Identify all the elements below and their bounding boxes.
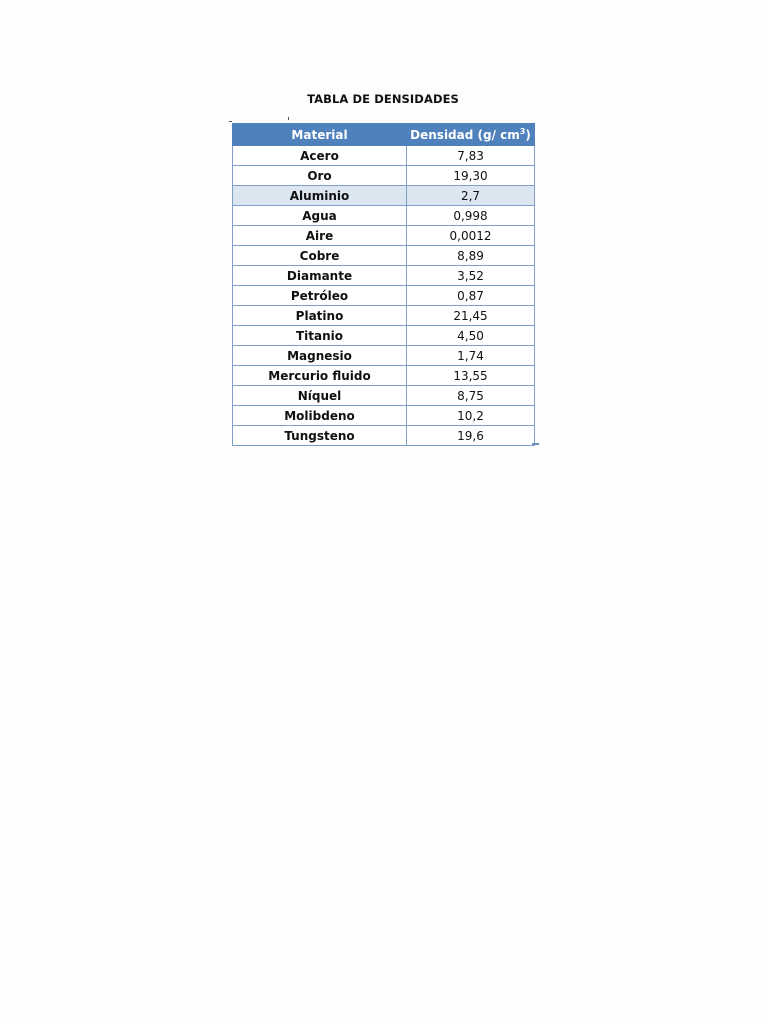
density-cell: 0,998 <box>407 206 535 226</box>
header-material-label: Material <box>291 127 348 142</box>
density-cell: 0,87 <box>407 286 535 306</box>
material-cell: Mercurio fluido <box>233 366 407 386</box>
density-cell: 21,45 <box>407 306 535 326</box>
table-header-row <box>233 124 535 146</box>
corner-mark <box>229 121 232 122</box>
table-row <box>233 306 535 326</box>
density-table <box>232 123 535 446</box>
table-row <box>233 246 535 266</box>
table-row <box>233 346 535 366</box>
density-cell: 8,75 <box>407 386 535 406</box>
header-density-superscript: 3 <box>519 126 526 136</box>
table-row <box>233 366 535 386</box>
table-row <box>233 226 535 246</box>
table-row <box>233 326 535 346</box>
density-cell: 0,0012 <box>407 226 535 246</box>
material-cell: Aluminio <box>233 186 407 206</box>
table-row <box>233 406 535 426</box>
header-density <box>407 124 535 146</box>
density-cell: 2,7 <box>407 186 535 206</box>
density-cell: 8,89 <box>407 246 535 266</box>
density-cell: 3,52 <box>407 266 535 286</box>
table-row <box>233 166 535 186</box>
material-cell: Tungsteno <box>233 426 407 446</box>
material-cell: Oro <box>233 166 407 186</box>
corner-mark <box>532 443 539 445</box>
material-cell: Acero <box>233 146 407 166</box>
material-cell: Platino <box>233 306 407 326</box>
table-row <box>233 426 535 446</box>
density-cell: 1,74 <box>407 346 535 366</box>
table-row <box>233 206 535 226</box>
material-cell: Magnesio <box>233 346 407 366</box>
material-cell: Titanio <box>233 326 407 346</box>
density-cell: 10,2 <box>407 406 535 426</box>
material-cell: Aire <box>233 226 407 246</box>
material-cell: Cobre <box>233 246 407 266</box>
material-cell: Diamante <box>233 266 407 286</box>
material-cell: Petróleo <box>233 286 407 306</box>
table-body <box>233 146 535 446</box>
density-cell: 19,30 <box>407 166 535 186</box>
density-cell: 13,55 <box>407 366 535 386</box>
density-cell: 4,50 <box>407 326 535 346</box>
header-density-close: ) <box>525 127 531 142</box>
header-material <box>233 124 407 146</box>
material-cell: Agua <box>233 206 407 226</box>
density-cell: 19,6 <box>407 426 535 446</box>
table-row-highlighted <box>233 186 535 206</box>
table-row <box>233 386 535 406</box>
header-density-label: Densidad (g/ cm <box>410 127 520 142</box>
material-cell: Molibdeno <box>233 406 407 426</box>
table-row <box>233 146 535 166</box>
corner-mark <box>288 117 289 120</box>
table-row <box>233 286 535 306</box>
material-cell: Níquel <box>233 386 407 406</box>
density-cell: 7,83 <box>407 146 535 166</box>
table-row <box>233 266 535 286</box>
page-title: TABLA DE DENSIDADES <box>307 92 459 106</box>
